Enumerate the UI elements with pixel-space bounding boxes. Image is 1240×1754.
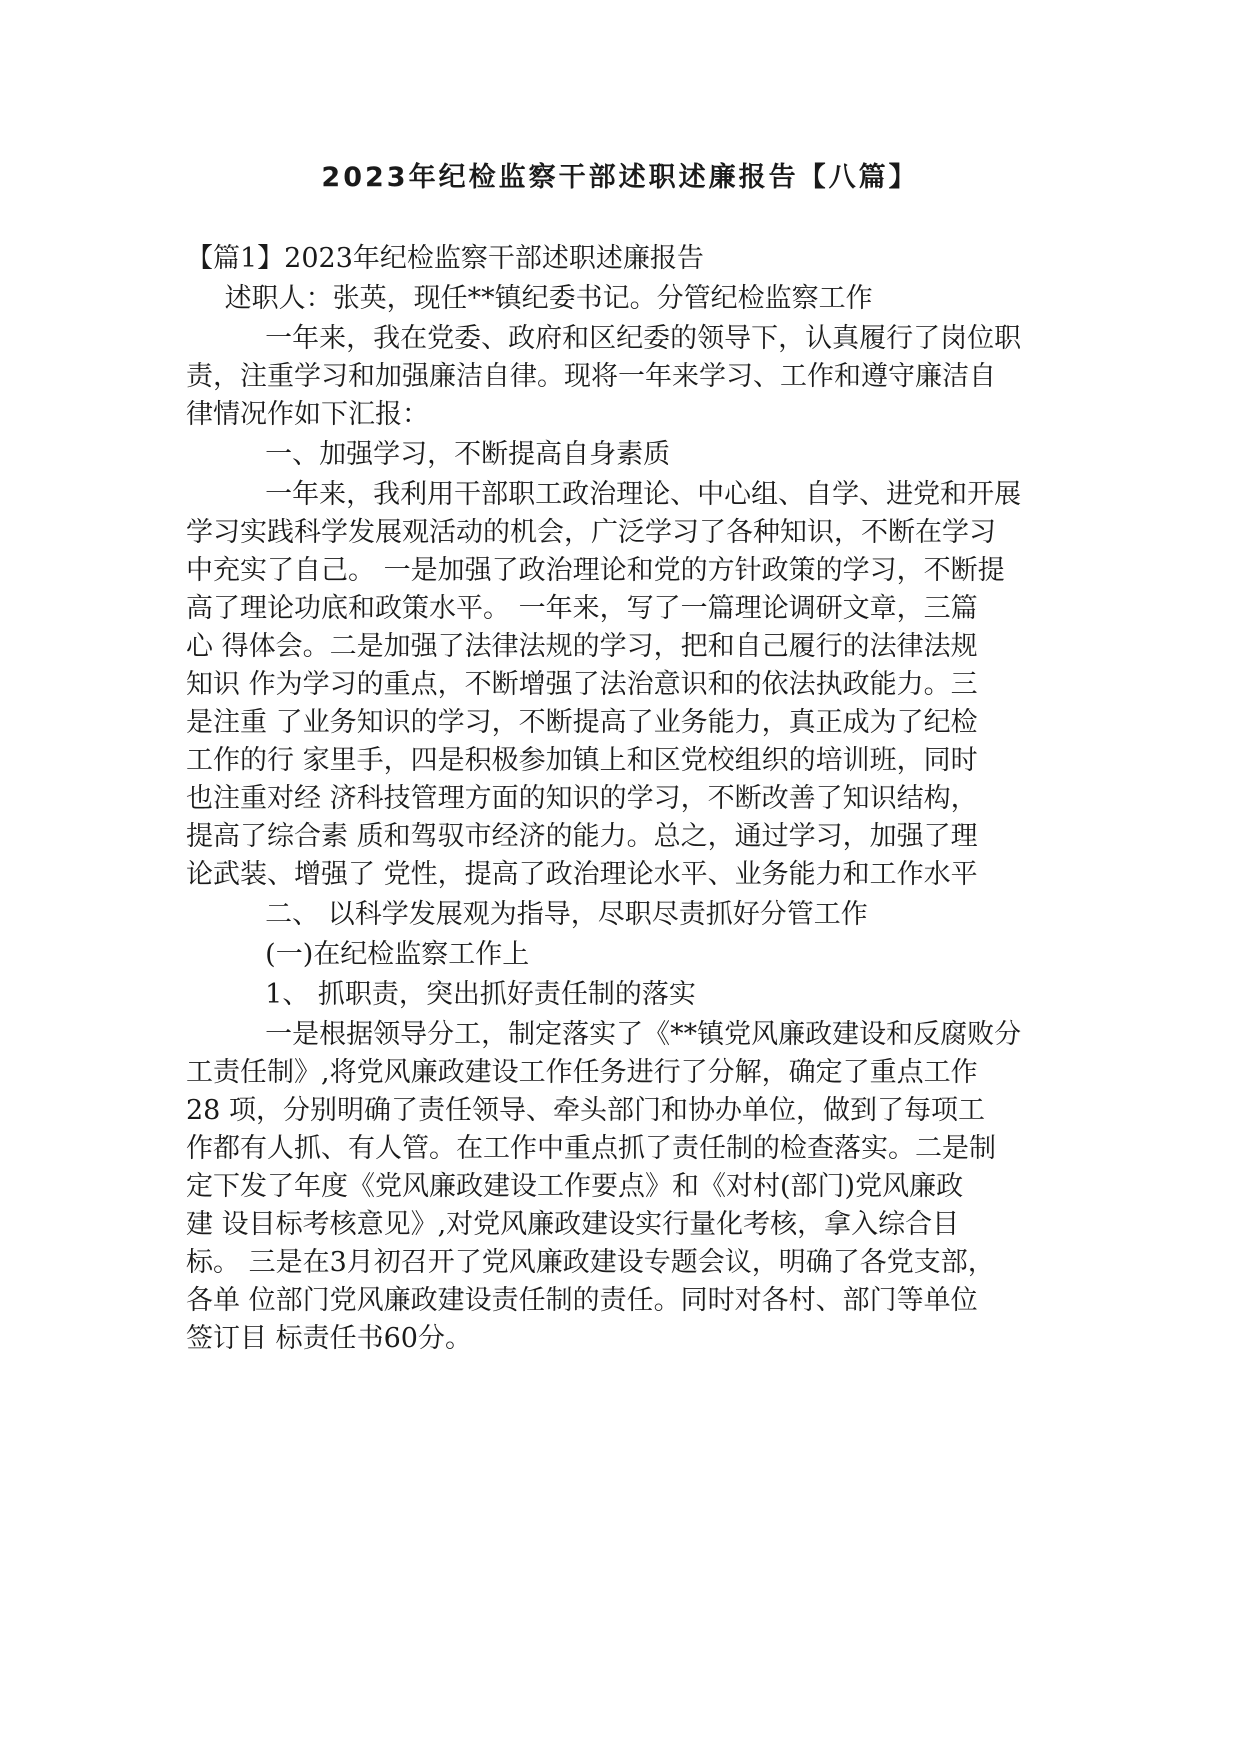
body-line: 建 设目标考核意见》,对党风廉政建设实行量化考核，拿入综合目 <box>186 1209 960 1240</box>
body-line: 28 项，分别明确了责任领导、牵头部门和协办单位，做到了每项工 <box>186 1095 985 1126</box>
body-line: 中充实了自己。 一是加强了政治理论和党的方针政策的学习，不断提 <box>186 555 1005 586</box>
body-line: 学习实践科学发展观活动的机会，广泛学习了各种知识，不断在学习 <box>186 517 996 548</box>
body-line: 是注重 了业务知识的学习，不断提高了业务能力，真正成为了纪检 <box>186 707 978 738</box>
body-line: 一、加强学习，不断提高自身素质 <box>248 439 671 470</box>
body-line: 心 得体会。二是加强了法律法规的学习，把和自己履行的法律法规 <box>186 631 978 662</box>
body-line: 论武装、增强了 党性，提高了政治理论水平、业务能力和工作水平 <box>186 859 978 890</box>
body-line: 一年来，我在党委、政府和区纪委的领导下，认真履行了岗位职 <box>248 323 1022 354</box>
body-line: 律情况作如下汇报： <box>186 399 429 430</box>
body-line: 高了理论功底和政策水平。 一年来，写了一篇理论调研文章，三篇 <box>186 593 978 624</box>
body-line: 1、 抓职责，突出抓好责任制的落实 <box>248 979 696 1010</box>
body-line: 责，注重学习和加强廉洁自律。现将一年来学习、工作和遵守廉洁自 <box>186 361 996 392</box>
document-title: 2023年纪检监察干部述职述廉报告【八篇】 <box>321 162 919 193</box>
body-line: 二、 以科学发展观为指导，尽职尽责抓好分管工作 <box>248 899 868 930</box>
body-line: 各单 位部门党风廉政建设责任制的责任。同时对各村、部门等单位 <box>186 1285 978 1316</box>
body-line: 标。 三是在3月初召开了党风廉政建设专题会议，明确了各党支部， <box>186 1247 995 1278</box>
body-line: 工作的行 家里手，四是积极参加镇上和区党校组织的培训班，同时 <box>186 745 978 776</box>
body-line: 提高了综合素 质和驾驭市经济的能力。总之，通过学习，加强了理 <box>186 821 978 852</box>
body-line: 工责任制》,将党风廉政建设工作任务进行了分解，确定了重点工作 <box>186 1057 978 1088</box>
body-line: 一年来，我利用干部职工政治理论、中心组、自学、进党和开展 <box>248 479 1022 510</box>
body-line: (一)在纪检监察工作上 <box>248 939 530 970</box>
body-line: 一是根据领导分工，制定落实了《**镇党风廉政建设和反腐败分 <box>248 1019 1022 1050</box>
body-line: 签订目 标责任书60分。 <box>186 1323 472 1354</box>
body-line: 也注重对经 济科技管理方面的知识的学习，不断改善了知识结构， <box>186 783 978 814</box>
body-line: 定下发了年度《党风廉政建设工作要点》和《对村(部门)党风廉政 <box>186 1171 964 1202</box>
body-line: 述职人：张英，现任**镇纪委书记。分管纪检监察工作 <box>216 283 873 314</box>
body-line: 作都有人抓、有人管。在工作中重点抓了责任制的检查落实。二是制 <box>186 1133 996 1164</box>
body-line: 【篇1】2023年纪检监察干部述职述廉报告 <box>186 243 704 274</box>
body-line: 知识 作为学习的重点，不断增强了法治意识和的依法执政能力。三 <box>186 669 978 700</box>
